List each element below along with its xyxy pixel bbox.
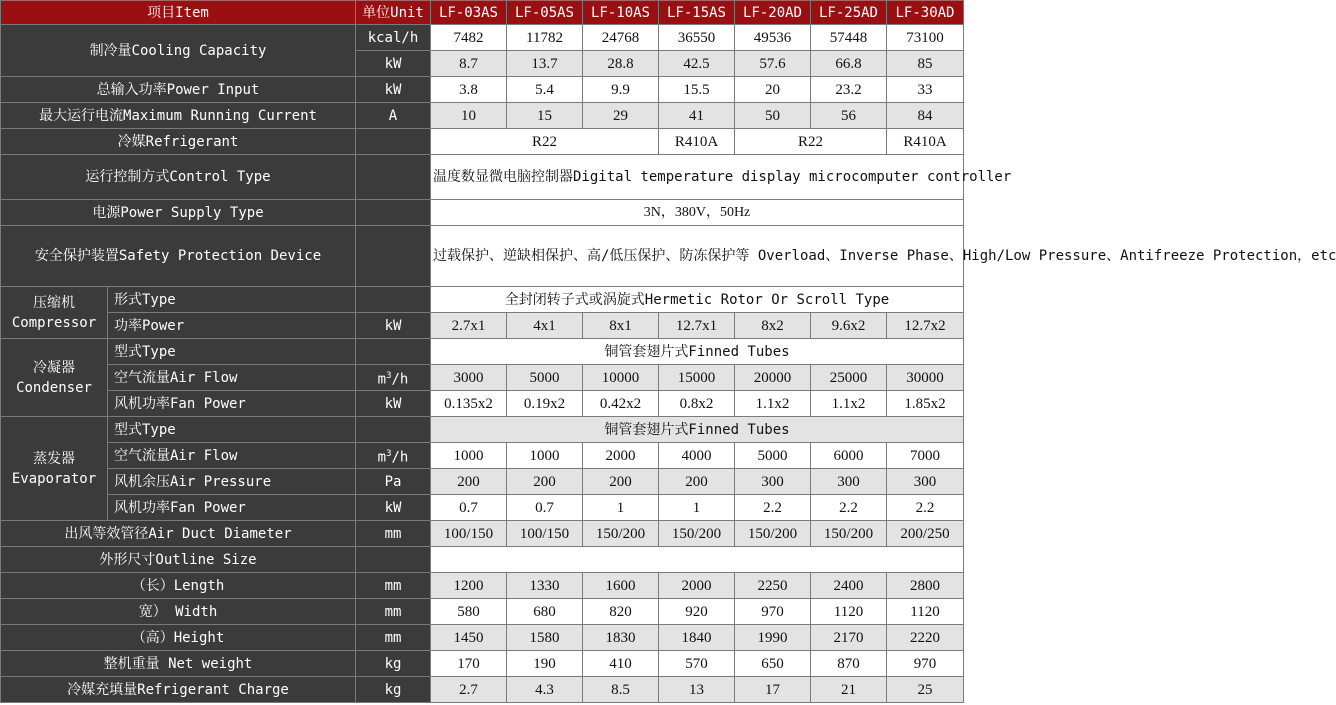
unit-cell: kg: [356, 651, 431, 677]
value-cell: 970: [735, 599, 811, 625]
value-cell: 73100: [887, 25, 964, 51]
value-cell: 150/200: [811, 521, 887, 547]
value-cell: 200/250: [887, 521, 964, 547]
unit-cell: [356, 200, 431, 226]
value-cell: 410: [583, 651, 659, 677]
value-cell: 57.6: [735, 51, 811, 77]
condenser-fan-label: 风机功率Fan Power: [108, 391, 356, 417]
value-cell: 1450: [431, 625, 507, 651]
header-model: LF-30AD: [887, 1, 964, 25]
row-evaporator-pressure: [1, 469, 964, 495]
unit-cell: [356, 226, 431, 287]
control-type-label: 运行控制方式Control Type: [1, 155, 356, 200]
value-cell: 200: [583, 469, 659, 495]
value-cell: 3.8: [431, 77, 507, 103]
unit-cell: [356, 129, 431, 155]
unit-cell: [356, 155, 431, 200]
unit-base: m: [377, 449, 387, 466]
value-cell: 2250: [735, 573, 811, 599]
row-evaporator-airflow: [1, 443, 964, 469]
value-cell: 5000: [735, 443, 811, 469]
value-cell: 30000: [887, 365, 964, 391]
condenser-airflow-label: 空气流量Air Flow: [108, 365, 356, 391]
row-compressor-power: [1, 313, 964, 339]
row-condenser-type: [1, 339, 964, 365]
value-cell: 0.19x2: [507, 391, 583, 417]
value-cell: 680: [507, 599, 583, 625]
value-cell: 5.4: [507, 77, 583, 103]
row-safety: [1, 226, 964, 287]
value-cell: 4000: [659, 443, 735, 469]
value-cell: 2.7x1: [431, 313, 507, 339]
compressor-group-cn: 压缩机: [33, 294, 75, 311]
value-cell: 570: [659, 651, 735, 677]
unit-cell: [356, 443, 431, 469]
safety-label: 安全保护装置Safety Protection Device: [1, 226, 356, 287]
value-cell: 41: [659, 103, 735, 129]
unit-cell: mm: [356, 521, 431, 547]
value-cell: 85: [887, 51, 964, 77]
value-cell: R22: [431, 129, 659, 155]
unit-cell: mm: [356, 573, 431, 599]
value-cell: 0.7: [431, 495, 507, 521]
compressor-group-en: Compressor: [11, 314, 97, 331]
value-cell: 15000: [659, 365, 735, 391]
value-cell: 25: [887, 677, 964, 703]
value-cell: 8.7: [431, 51, 507, 77]
row-condenser-airflow: [1, 365, 964, 391]
row-cooling-kcal: [1, 25, 964, 51]
value-cell: [431, 547, 964, 573]
header-row: [1, 1, 964, 25]
power-supply-label: 电源Power Supply Type: [1, 200, 356, 226]
value-cell: 820: [583, 599, 659, 625]
value-cell: 9.6x2: [811, 313, 887, 339]
header-model: LF-25AD: [811, 1, 887, 25]
value-cell: 7482: [431, 25, 507, 51]
value-cell: 0.7: [507, 495, 583, 521]
value-cell: 17: [735, 677, 811, 703]
value-cell: 0.135x2: [431, 391, 507, 417]
value-cell: 2800: [887, 573, 964, 599]
value-cell: 2.2: [735, 495, 811, 521]
header-model: LF-03AS: [431, 1, 507, 25]
value-cell: 200: [431, 469, 507, 495]
evaporator-airflow-label: 空气流量Air Flow: [108, 443, 356, 469]
value-cell: 10000: [583, 365, 659, 391]
value-cell: 1.85x2: [887, 391, 964, 417]
value-cell: 23.2: [811, 77, 887, 103]
value-cell: 190: [507, 651, 583, 677]
refrigerant-label: 冷媒Refrigerant: [1, 129, 356, 155]
row-outline: [1, 547, 964, 573]
value-cell: 33: [887, 77, 964, 103]
value-cell: 2170: [811, 625, 887, 651]
value-cell: 5000: [507, 365, 583, 391]
evaporator-fan-label: 风机功率Fan Power: [108, 495, 356, 521]
value-cell: 100/150: [431, 521, 507, 547]
value-cell: 温度数显微电脑控制器Digital temperature display microcomputer controller: [431, 155, 964, 200]
value-cell: 650: [735, 651, 811, 677]
value-cell: 3N，380V，50Hz: [431, 200, 964, 226]
value-cell: 300: [735, 469, 811, 495]
row-control-type: [1, 155, 964, 200]
width-label: 宽） Width: [1, 599, 356, 625]
unit-base: m: [377, 371, 387, 388]
unit-cell: kW: [356, 391, 431, 417]
power-input-label: 总输入功率Power Input: [1, 77, 356, 103]
value-cell: R410A: [887, 129, 964, 155]
unit-tail: /h: [391, 371, 409, 388]
value-cell: 11782: [507, 25, 583, 51]
unit-cell: A: [356, 103, 431, 129]
value-cell: 200: [659, 469, 735, 495]
row-length: [1, 573, 964, 599]
header-model: LF-20AD: [735, 1, 811, 25]
value-cell: 1120: [887, 599, 964, 625]
value-cell: 25000: [811, 365, 887, 391]
value-cell: 1.1x2: [735, 391, 811, 417]
row-charge: [1, 677, 964, 703]
value-cell: 12.7x1: [659, 313, 735, 339]
value-cell: 1000: [431, 443, 507, 469]
value-cell: 8x1: [583, 313, 659, 339]
value-cell: 15.5: [659, 77, 735, 103]
row-height: [1, 625, 964, 651]
value-cell: 8.5: [583, 677, 659, 703]
value-cell: 2000: [659, 573, 735, 599]
header-item: 项目Item: [1, 1, 356, 25]
row-condenser-fan: [1, 391, 964, 417]
value-cell: 49536: [735, 25, 811, 51]
value-cell: 2000: [583, 443, 659, 469]
value-cell: R410A: [659, 129, 735, 155]
value-cell: 1200: [431, 573, 507, 599]
evaporator-pressure-label: 风机余压Air Pressure: [108, 469, 356, 495]
evaporator-type-label: 型式Type: [108, 417, 356, 443]
value-cell: 66.8: [811, 51, 887, 77]
value-cell: 50: [735, 103, 811, 129]
value-cell: 150/200: [735, 521, 811, 547]
value-cell: 过载保护、逆缺相保护、高/低压保护、防冻保护等 Overload、Inverse Phase、High/Low Pressure、Antifreeze Protection，etc: [431, 226, 964, 287]
value-cell: 2.2: [811, 495, 887, 521]
value-cell: 970: [887, 651, 964, 677]
value-cell: 13: [659, 677, 735, 703]
unit-cell: [356, 365, 431, 391]
value-cell: 84: [887, 103, 964, 129]
header-model: LF-15AS: [659, 1, 735, 25]
unit-cell: kcal/h: [356, 25, 431, 51]
evaporator-group-label: [1, 417, 108, 521]
compressor-power-label: 功率Power: [108, 313, 356, 339]
value-cell: 24768: [583, 25, 659, 51]
max-current-label: 最大运行电流Maximum Running Current: [1, 103, 356, 129]
value-cell: 0.42x2: [583, 391, 659, 417]
value-cell: 0.8x2: [659, 391, 735, 417]
row-max-current: [1, 103, 964, 129]
value-cell: 2.2: [887, 495, 964, 521]
charge-label: 冷媒充填量Refrigerant Charge: [1, 677, 356, 703]
unit-cell: kg: [356, 677, 431, 703]
condenser-group-label: [1, 339, 108, 417]
value-cell: 20: [735, 77, 811, 103]
value-cell: 1330: [507, 573, 583, 599]
value-cell: 100/150: [507, 521, 583, 547]
value-cell: 2400: [811, 573, 887, 599]
value-cell: 1000: [507, 443, 583, 469]
unit-sup: 3: [386, 448, 392, 459]
value-cell: 300: [811, 469, 887, 495]
duct-label: 出风等效管径Air Duct Diameter: [1, 521, 356, 547]
value-cell: 150/200: [659, 521, 735, 547]
row-net-weight: [1, 651, 964, 677]
value-cell: 150/200: [583, 521, 659, 547]
unit-cell: mm: [356, 599, 431, 625]
value-cell: 1120: [811, 599, 887, 625]
value-cell: 1600: [583, 573, 659, 599]
row-evaporator-type: [1, 417, 964, 443]
value-cell: 36550: [659, 25, 735, 51]
value-cell: 15: [507, 103, 583, 129]
cooling-capacity-label: 制冷量Cooling Capacity: [1, 25, 356, 77]
unit-cell: [356, 339, 431, 365]
value-cell: 2.7: [431, 677, 507, 703]
value-cell: 580: [431, 599, 507, 625]
value-cell: 20000: [735, 365, 811, 391]
value-cell: 1580: [507, 625, 583, 651]
outline-label: 外形尺寸Outline Size: [1, 547, 356, 573]
value-cell: 1830: [583, 625, 659, 651]
evaporator-group-en: Evaporator: [11, 470, 97, 487]
row-power-input: [1, 77, 964, 103]
row-compressor-type: [1, 287, 964, 313]
header-model: LF-05AS: [507, 1, 583, 25]
row-power-supply: [1, 200, 964, 226]
value-cell: 28.8: [583, 51, 659, 77]
row-evaporator-fan: [1, 495, 964, 521]
condenser-type-label: 型式Type: [108, 339, 356, 365]
value-cell: 42.5: [659, 51, 735, 77]
value-cell: 920: [659, 599, 735, 625]
value-cell: 7000: [887, 443, 964, 469]
header-unit: 单位Unit: [356, 1, 431, 25]
value-cell: 21: [811, 677, 887, 703]
unit-cell: kW: [356, 495, 431, 521]
value-cell: R22: [735, 129, 887, 155]
value-cell: 全封闭转子式或涡旋式Hermetic Rotor Or Scroll Type: [431, 287, 964, 313]
unit-cell: Pa: [356, 469, 431, 495]
value-cell: 12.7x2: [887, 313, 964, 339]
row-refrigerant: [1, 129, 964, 155]
value-cell: 56: [811, 103, 887, 129]
row-duct: [1, 521, 964, 547]
value-cell: 200: [507, 469, 583, 495]
unit-cell: kW: [356, 51, 431, 77]
value-cell: 10: [431, 103, 507, 129]
value-cell: 170: [431, 651, 507, 677]
unit-cell: [356, 287, 431, 313]
value-cell: 铜管套翅片式Finned Tubes: [431, 417, 964, 443]
value-cell: 300: [887, 469, 964, 495]
value-cell: 6000: [811, 443, 887, 469]
value-cell: 1: [659, 495, 735, 521]
length-label: （长）Length: [1, 573, 356, 599]
unit-cell: kW: [356, 313, 431, 339]
unit-cell: kW: [356, 77, 431, 103]
value-cell: 29: [583, 103, 659, 129]
height-label: （高）Height: [1, 625, 356, 651]
value-cell: 1.1x2: [811, 391, 887, 417]
value-cell: 1840: [659, 625, 735, 651]
value-cell: 1: [583, 495, 659, 521]
value-cell: 13.7: [507, 51, 583, 77]
value-cell: 铜管套翅片式Finned Tubes: [431, 339, 964, 365]
unit-cell: [356, 547, 431, 573]
value-cell: 8x2: [735, 313, 811, 339]
value-cell: 870: [811, 651, 887, 677]
header-model: LF-10AS: [583, 1, 659, 25]
value-cell: 4x1: [507, 313, 583, 339]
row-width: [1, 599, 964, 625]
unit-cell: [356, 417, 431, 443]
condenser-group-cn: 冷凝器: [33, 359, 75, 376]
value-cell: 4.3: [507, 677, 583, 703]
compressor-group-label: [1, 287, 108, 339]
compressor-type-label: 形式Type: [108, 287, 356, 313]
condenser-group-en: Condenser: [16, 379, 92, 396]
unit-sup: 3: [386, 370, 392, 381]
unit-tail: /h: [391, 449, 409, 466]
value-cell: 9.9: [583, 77, 659, 103]
evaporator-group-cn: 蒸发器: [33, 450, 75, 467]
value-cell: 2220: [887, 625, 964, 651]
value-cell: 1990: [735, 625, 811, 651]
value-cell: 57448: [811, 25, 887, 51]
unit-cell: mm: [356, 625, 431, 651]
value-cell: 3000: [431, 365, 507, 391]
net-weight-label: 整机重量 Net weight: [1, 651, 356, 677]
